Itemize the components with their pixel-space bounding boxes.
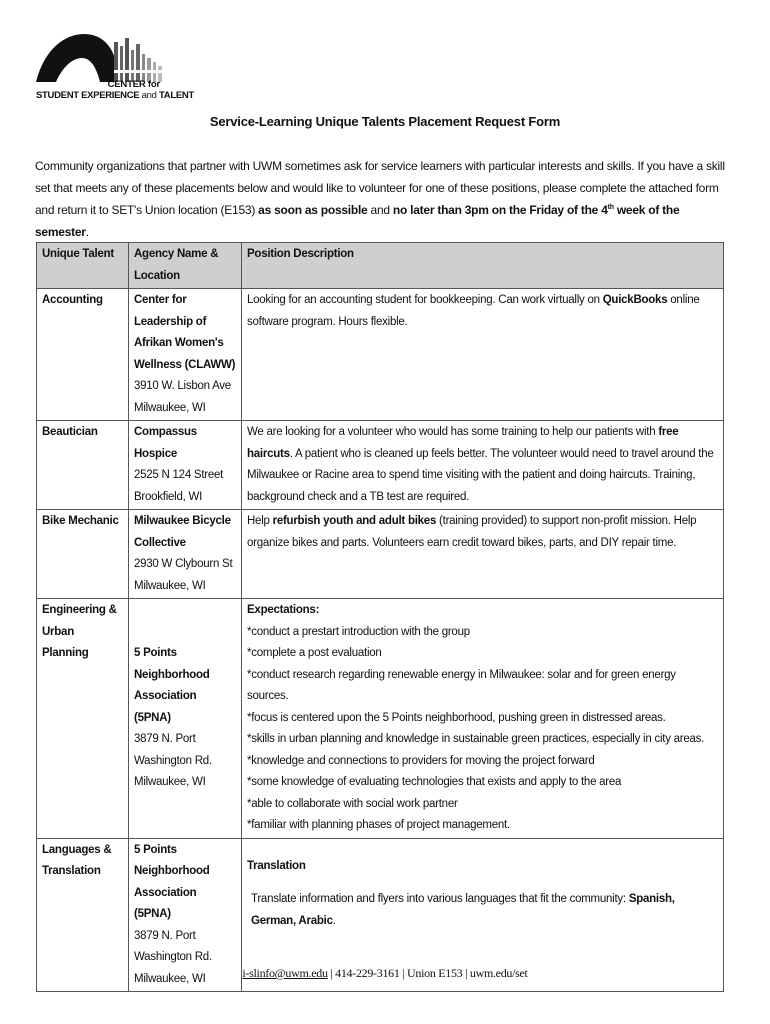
header-agency: Agency Name & Location [129,243,242,289]
talent-cell: Engineering & Urban Planning [37,599,129,839]
header-position-description: Position Description [242,243,724,289]
expectation-item: *skills in urban planning and knowledge in sustainable green practices, especially in city areas. [247,733,705,745]
form-title: Service-Learning Unique Talents Placement Request Form [209,114,561,129]
expectation-item: *familiar with planning phases of project management. [247,819,510,831]
expectations-heading: Expectations: [247,604,320,616]
talent-cell: Accounting [37,289,129,421]
email-link[interactable]: i-slinfo@uwm.edu [242,966,328,980]
agency-cell: Milwaukee Bicycle Collective 2930 W Clybourn St Milwaukee, WI [129,510,242,599]
table-header-row [37,243,724,289]
expectation-item: *able to collaborate with social work partner [247,797,458,810]
contact-footer [0,966,770,981]
talent-cell: Beautician [37,421,129,510]
expectation-item: *knowledge and connections to providers for moving the project forward [247,754,595,767]
footer-contact-details: | 414-229-3161 | Union E153 | uwm.edu/set [327,966,528,980]
talent-cell: Bike Mechanic [37,510,129,599]
intro-paragraph: Community organizations that partner with UWM sometimes ask for service learners with particular interests and skills. If you have a skill set that meets any of these placements below and would like to volunteer for one of these positions, please complete the attached form and return it to SET's Union location (E153) as soon as possible and no later than 3pm on the Friday of the 4th week of the semester. [35,159,725,239]
agency-cell: 5 Points Neighborhood Association (5PNA) 3879 N. Port Washington Rd. Milwaukee, WI [129,599,242,839]
logo-center-for: CENTER for [107,79,160,90]
logo-org-name: STUDENT EXPERIENCE and TALENT [36,90,194,101]
agency-cell: 5 Points Neighborhood Association (5PNA) 3879 N. Port Washington Rd. Milwaukee, WI [129,838,242,992]
table-row [37,289,724,421]
table-row [37,599,724,839]
bridge-logo-icon [34,30,164,82]
agency-cell: Compassus Hospice 2525 N 124 Street Brookfield, WI [129,421,242,510]
expectation-item: *complete a post evaluation [247,647,382,659]
table-row [37,421,724,510]
description-cell: Help refurbish youth and adult bikes (training provided) to support non-profit mission. Help organize bikes and parts. Volunteers earn credit toward bikes, parts, and DIY repair time. [242,510,724,599]
expectation-item: *conduct research regarding renewable energy in Milwaukee: solar and for green energy sources. [247,668,676,702]
header-unique-talent: Unique Talent [37,243,129,289]
translation-text: Translate information and flyers into various languages that fit the community: Spanish, German, Arabic. [251,893,675,927]
table-row [37,510,724,599]
expectation-item: *some knowledge of evaluating technologies that exists and apply to the area [247,776,622,788]
translation-heading: Translation [247,859,306,872]
placements-table [36,242,724,992]
expectation-item: *conduct a prestart introduction with the group [247,625,470,638]
description-cell [242,599,724,839]
agency-cell: Center for Leadership of Afrikan Women's Wellness (CLAWW) 3910 W. Lisbon Ave Milwaukee, WI [129,289,242,421]
description-cell: Looking for an accounting student for bookkeeping. Can work virtually on QuickBooks online software program. Hours flexible. [242,289,724,421]
set-logo [34,30,194,110]
expectation-item: *focus is centered upon the 5 Points neighborhood, pushing green in distressed areas. [247,711,666,724]
talent-cell: Languages & Translation [37,838,129,992]
description-cell: We are looking for a volunteer who would has some training to help our patients with free haircuts. A patient who is cleaned up feels better. The volunteer would need to travel around the Milwaukee or Racine area to spend time visiting with the patient and doing haircuts. Training, background check and a TB test are required. [242,421,724,510]
